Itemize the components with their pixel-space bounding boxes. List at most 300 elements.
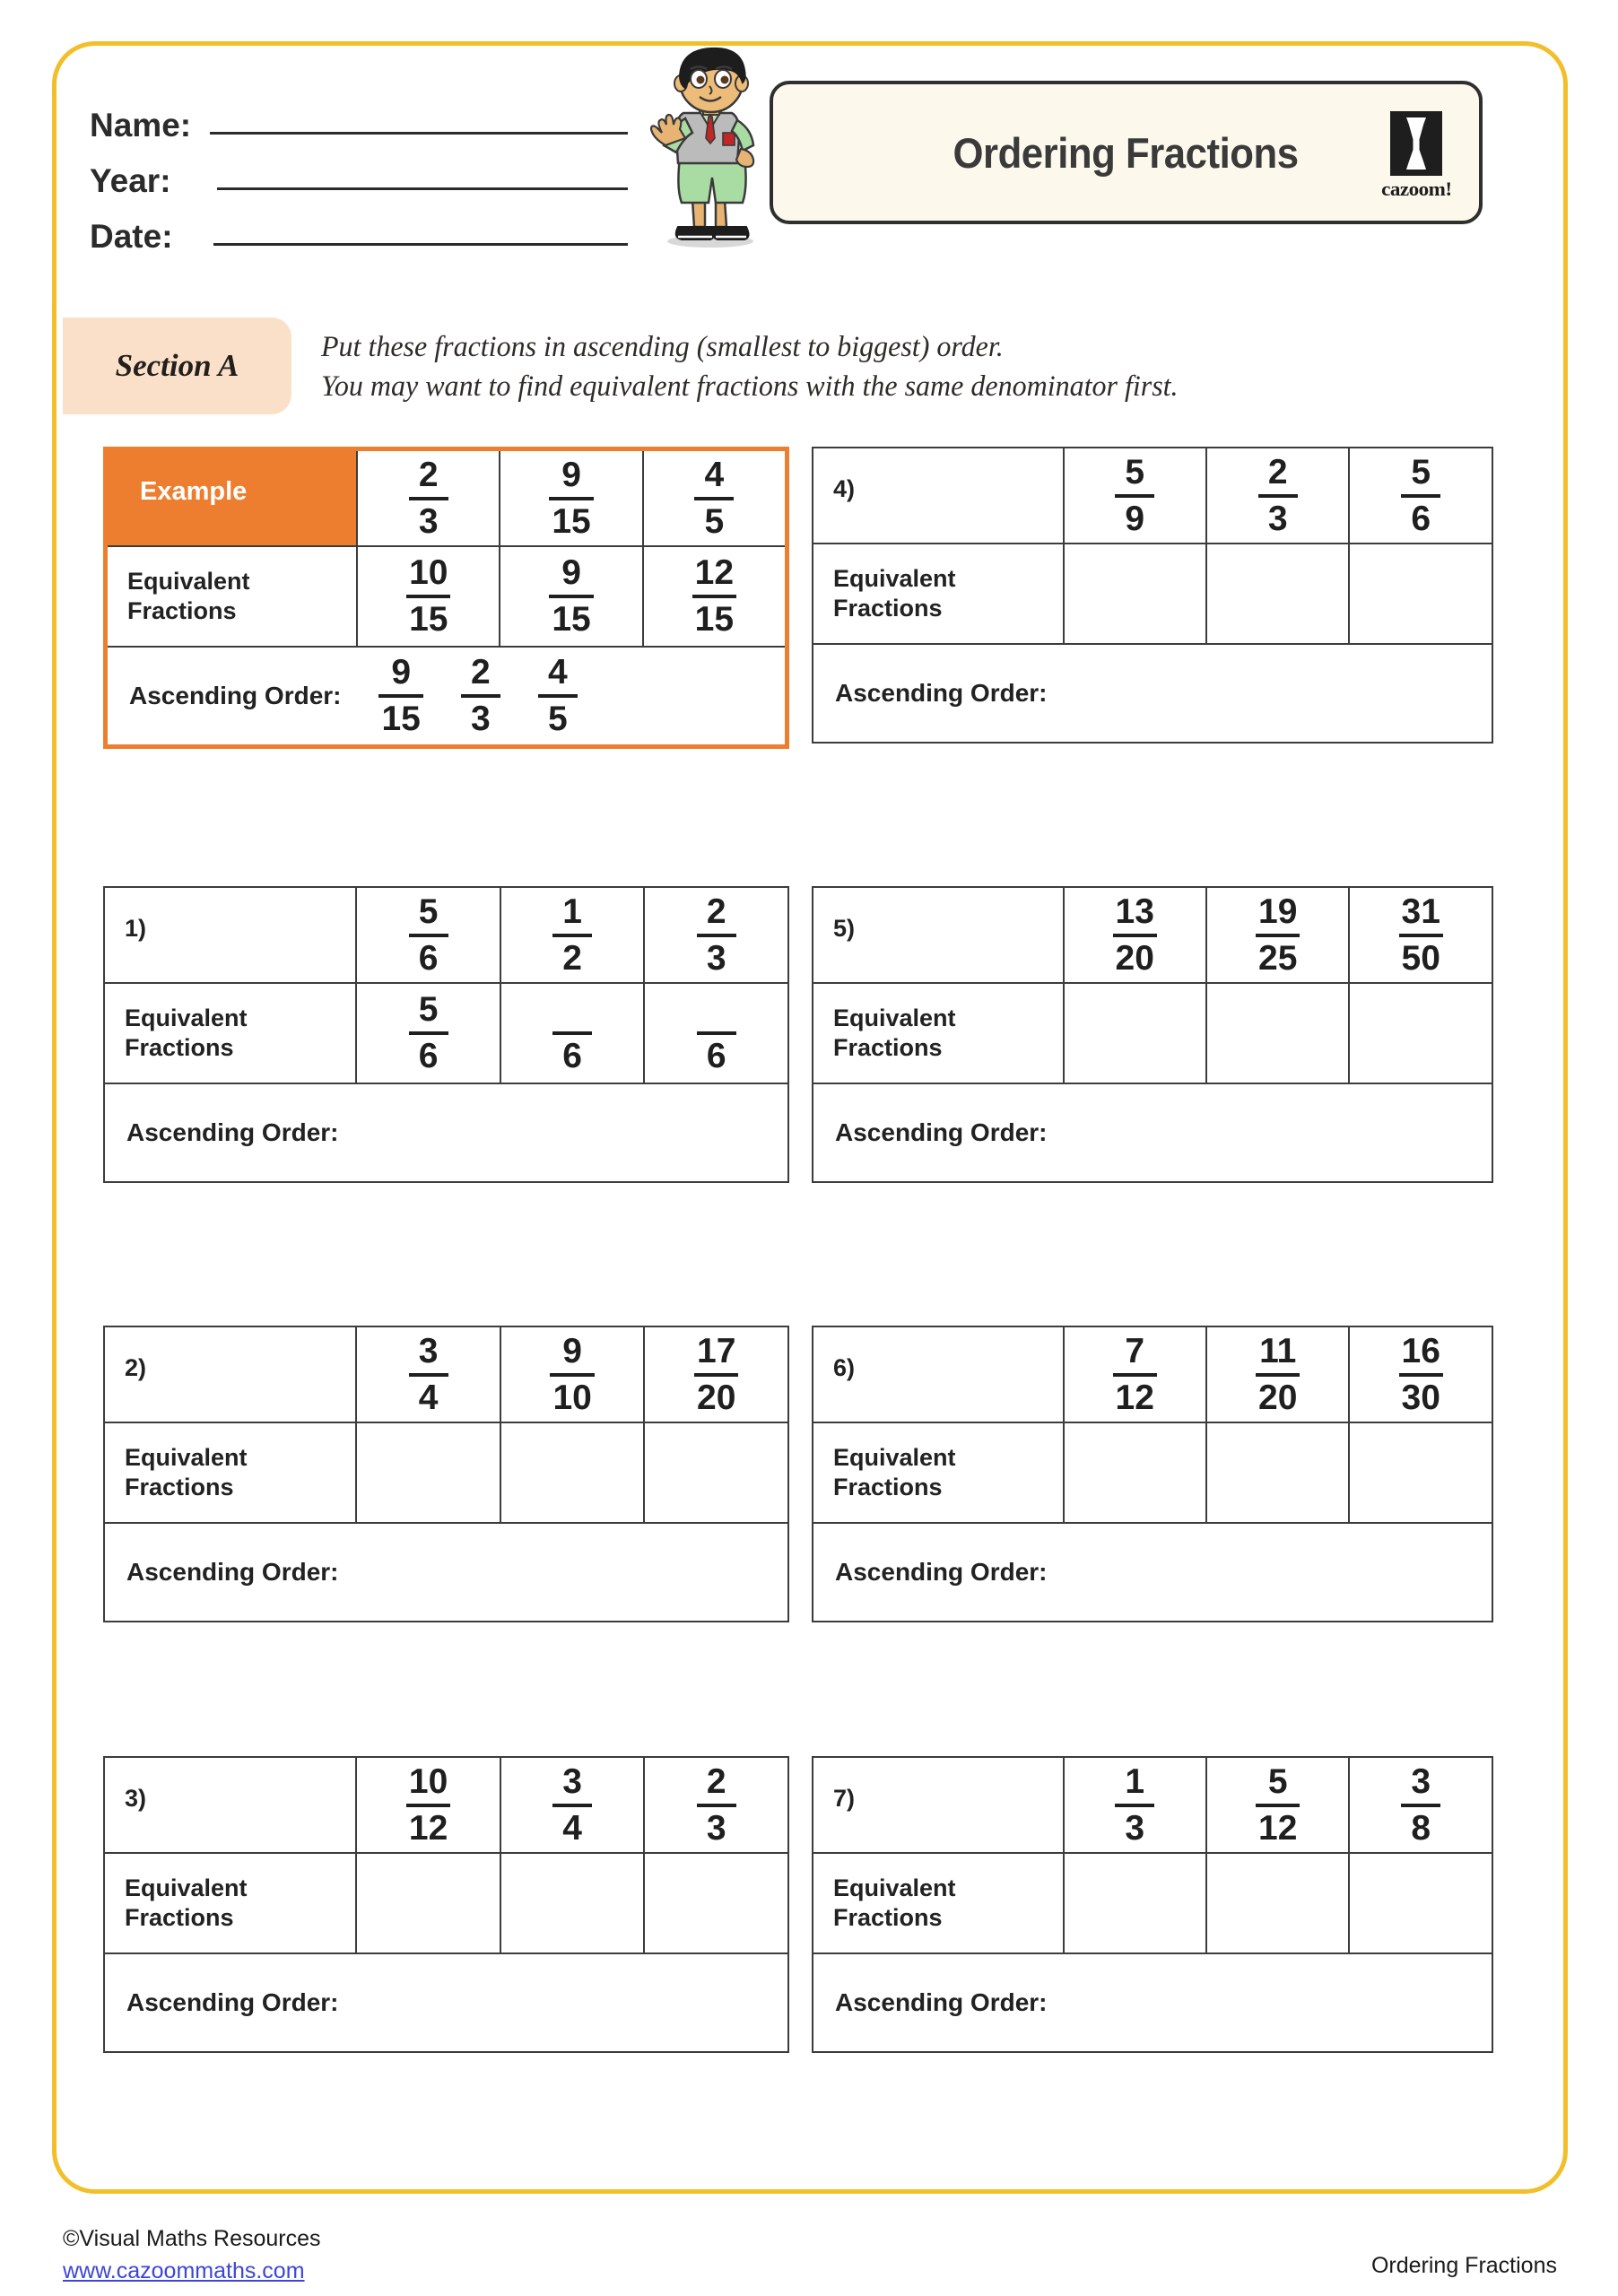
given-fraction-cell <box>644 887 788 983</box>
fraction-bar <box>1113 1373 1157 1377</box>
ascending-order-row <box>104 1953 788 2052</box>
fraction <box>501 888 644 982</box>
fraction <box>357 1758 500 1852</box>
question-table <box>812 447 1493 744</box>
equivalent-line-1: Equivalent <box>833 1004 956 1032</box>
ascending-order-row <box>813 1523 1492 1622</box>
equivalent-line-2: Fractions <box>833 1034 943 1061</box>
ascending-order-content <box>813 1118 1492 1147</box>
question-number-cell <box>813 887 1064 983</box>
fraction <box>644 547 785 646</box>
ascending-order-cell[interactable] <box>104 1083 788 1182</box>
question-table <box>812 886 1493 1183</box>
fraction <box>500 547 641 646</box>
equivalent-line-2: Fractions <box>125 1474 234 1500</box>
question-fraction-row <box>104 887 788 983</box>
fraction <box>1065 888 1205 982</box>
question-number-cell <box>104 887 356 983</box>
fraction-denominator: 12 <box>1115 1378 1154 1417</box>
equivalent-fraction-answer-cell[interactable] <box>1349 1422 1492 1523</box>
fraction-denominator: 50 <box>1401 938 1440 978</box>
date-label: Date: <box>90 218 173 255</box>
fraction-numerator: 3 <box>418 1331 439 1370</box>
fraction <box>357 888 500 982</box>
equivalent-fraction-answer-cell[interactable] <box>500 1853 645 1953</box>
fraction-numerator: 10 <box>409 553 448 592</box>
fraction-denominator: 3 <box>1125 1808 1145 1848</box>
fraction-denominator: 8 <box>1411 1808 1431 1848</box>
equivalent-fraction-answer-cell[interactable] <box>1064 1422 1206 1523</box>
equivalent-fraction-row <box>813 983 1492 1083</box>
equivalent-fraction-answer-cell[interactable] <box>1349 544 1492 644</box>
equivalent-fractions-label <box>108 567 356 626</box>
fraction-bar <box>697 934 736 937</box>
ascending-answer-fraction <box>461 654 500 738</box>
fraction <box>1207 1327 1348 1422</box>
ascending-order-label: Ascending Order: <box>126 1988 339 2016</box>
question-number-cell <box>813 448 1064 544</box>
fraction-numerator: 3 <box>562 1761 582 1801</box>
fraction-numerator: 2 <box>706 891 726 931</box>
equivalent-line-1: Equivalent <box>833 1444 956 1472</box>
equivalent-fractions-label-cell <box>104 983 356 1083</box>
question-fraction-row <box>813 1757 1492 1853</box>
ascending-order-row <box>104 1523 788 1622</box>
fraction-bar <box>1256 1373 1300 1377</box>
equivalent-line-2: Fractions <box>833 595 943 622</box>
fraction <box>358 451 499 545</box>
given-fraction-cell <box>357 451 500 546</box>
ascending-order-row <box>813 1953 1492 2052</box>
fraction-denominator: 30 <box>1401 1378 1440 1417</box>
ascending-order-label: Ascending Order: <box>126 1558 339 1586</box>
fraction-denominator: 12 <box>408 1808 448 1848</box>
fraction-denominator: 3 <box>471 700 491 738</box>
equivalent-fraction-answer-cell[interactable] <box>1064 983 1206 1083</box>
ascending-order-content <box>105 1988 787 2017</box>
ascending-order-content <box>105 1118 787 1147</box>
fraction-bar <box>1256 934 1300 937</box>
fraction-bar <box>697 1804 736 1807</box>
equivalent-line-2: Fractions <box>833 1474 943 1500</box>
fraction-bar <box>1401 494 1440 498</box>
fraction-bar <box>406 1804 450 1807</box>
ascending-order-label: Ascending Order: <box>835 1558 1048 1586</box>
logo-wordmark: cazoom! <box>1380 178 1452 200</box>
equivalent-fraction-answer-cell[interactable] <box>1349 983 1492 1083</box>
fraction-bar <box>378 694 422 698</box>
fraction-numerator: 1 <box>1125 1761 1145 1801</box>
fraction-numerator: 2 <box>1267 452 1288 491</box>
question-table <box>812 1756 1493 2053</box>
question-box-q6 <box>812 1326 1493 1622</box>
fraction-numerator: 5 <box>1411 452 1431 491</box>
fraction-numerator: 5 <box>1125 452 1145 491</box>
footer-left <box>63 2222 321 2288</box>
fraction <box>378 654 422 738</box>
question-number-cell <box>104 1757 356 1853</box>
fraction-numerator: 12 <box>694 553 735 592</box>
question-number-label: 6) <box>833 1354 856 1381</box>
given-fraction-cell <box>500 451 642 546</box>
name-label: Name: <box>90 107 192 144</box>
fraction-bar <box>552 934 592 937</box>
fraction <box>1065 1758 1205 1852</box>
given-fraction-cell <box>1206 1326 1349 1422</box>
equivalent-line-1: Equivalent <box>125 1004 248 1032</box>
fraction-numerator: 16 <box>1401 1331 1440 1370</box>
given-fraction-cell <box>643 451 785 546</box>
fraction-bar <box>549 595 593 598</box>
fraction-bar <box>1256 1804 1300 1807</box>
ascending-order-cell[interactable] <box>813 1523 1492 1622</box>
question-number-label: 4) <box>833 475 856 502</box>
fraction-numerator: 31 <box>1401 891 1440 931</box>
question-table <box>108 451 785 744</box>
equivalent-fraction-answer-cell[interactable] <box>356 1422 500 1523</box>
fraction-numerator: 2 <box>418 455 439 494</box>
fraction-denominator: 6 <box>418 938 439 978</box>
year-label: Year: <box>90 162 171 199</box>
given-fraction-cell <box>1349 1326 1492 1422</box>
ascending-order-content <box>813 1988 1492 2017</box>
fraction-bar <box>406 595 450 598</box>
fraction-bar <box>461 694 500 698</box>
fraction-bar <box>409 1373 448 1377</box>
fraction-denominator: 4 <box>418 1378 439 1417</box>
fraction-bar <box>409 934 448 937</box>
equivalent-fractions-label <box>105 1874 355 1933</box>
fraction-numerator: 5 <box>418 990 439 1029</box>
question-number-label: 1) <box>125 915 147 942</box>
ascending-order-row <box>104 1083 788 1182</box>
fraction <box>501 1327 644 1422</box>
equivalent-line-1: Equivalent <box>125 1444 248 1472</box>
fraction-denominator: 9 <box>1125 499 1145 538</box>
equivalent-fraction-row <box>813 1422 1492 1523</box>
ascending-order-row <box>108 647 785 744</box>
fraction-denominator: 15 <box>694 600 735 639</box>
ascending-order-label: Ascending Order: <box>835 1118 1048 1146</box>
question-number-label: Example <box>140 477 248 506</box>
fraction-numerator: 3 <box>1411 1761 1431 1801</box>
fraction-bar <box>1401 1804 1440 1807</box>
fraction-numerator: 5 <box>1267 1761 1288 1801</box>
fraction-bar <box>549 497 593 500</box>
question-fraction-row <box>813 887 1492 983</box>
fraction-denominator: 2 <box>562 938 582 978</box>
given-fraction-cell <box>644 1326 788 1422</box>
fraction-numerator: 9 <box>561 455 581 494</box>
fraction <box>645 1758 787 1852</box>
fraction-bar <box>1399 1373 1443 1377</box>
equivalent-fraction-answer-cell[interactable] <box>644 1853 788 1953</box>
ascending-answer-fraction <box>378 654 422 738</box>
fraction-bar <box>694 1373 738 1377</box>
given-fraction-cell <box>1349 887 1492 983</box>
equivalent-line-1: Equivalent <box>833 1874 956 1902</box>
equivalent-fraction-answer-cell[interactable] <box>1206 544 1349 644</box>
equivalent-line-2: Fractions <box>125 1904 234 1931</box>
instruction-line-1: Put these fractions in ascending (smallest to biggest) order. <box>321 331 1004 363</box>
fraction <box>1350 448 1492 543</box>
fraction <box>1350 888 1492 982</box>
fraction <box>1065 1327 1205 1422</box>
fraction-bar <box>552 1031 592 1035</box>
fraction-numerator: 2 <box>471 653 491 691</box>
equivalent-fraction-answer-cell[interactable] <box>1206 983 1349 1083</box>
fraction-numerator: 19 <box>1258 891 1298 931</box>
question-fraction-row <box>104 1757 788 1853</box>
given-fraction-cell <box>500 887 645 983</box>
fraction <box>538 654 578 738</box>
question-number-label: 7) <box>833 1785 856 1812</box>
fraction-bar <box>692 595 736 598</box>
fraction <box>1065 448 1205 543</box>
fraction-numerator: 9 <box>562 1331 582 1370</box>
ascending-order-content <box>108 654 785 738</box>
fraction-numerator <box>570 991 575 1029</box>
given-fraction-cell <box>644 1757 788 1853</box>
fraction <box>358 547 499 646</box>
instruction-line-2: You may want to find equivalent fractions with the same denominator first. <box>321 370 1179 403</box>
footer-right-title: Ordering Fractions <box>1370 2253 1557 2278</box>
fraction <box>1350 1758 1492 1852</box>
equivalent-fraction-row <box>104 1422 788 1523</box>
question-table <box>103 886 789 1183</box>
equivalent-fractions-label-cell <box>813 1853 1064 1953</box>
question-fraction-row <box>813 1326 1492 1422</box>
fraction-bar <box>538 694 578 698</box>
equivalent-fractions-label-cell <box>813 1422 1064 1523</box>
equivalent-fraction-answer-cell[interactable] <box>1206 1853 1349 1953</box>
equivalent-fractions-label <box>813 1874 1063 1933</box>
question-table <box>812 1326 1493 1622</box>
fraction-bar <box>1113 934 1157 937</box>
given-fraction-cell <box>1206 1757 1349 1853</box>
equivalent-line-1: Equivalent <box>127 568 250 596</box>
equivalent-fractions-label-cell <box>104 1422 356 1523</box>
fraction-numerator <box>714 991 719 1029</box>
fraction <box>357 1327 500 1422</box>
ascending-order-content <box>813 679 1492 708</box>
fraction-numerator: 7 <box>1125 1331 1145 1370</box>
equivalent-fraction-answer-cell[interactable] <box>500 1422 645 1523</box>
equivalent-fraction-answer-cell[interactable] <box>356 1853 500 1953</box>
fraction-denominator: 3 <box>418 501 439 541</box>
ascending-order-cell[interactable] <box>104 1953 788 2052</box>
copyright-text: ©Visual Maths Resources <box>63 2226 321 2251</box>
equivalent-fraction-answer-cell[interactable] <box>356 983 500 1083</box>
equivalent-fraction-answer-cell[interactable] <box>1206 1422 1349 1523</box>
equivalent-fractions-label-cell <box>813 983 1064 1083</box>
given-fraction-cell <box>356 1326 500 1422</box>
equivalent-fraction-answer-cell[interactable] <box>643 546 785 647</box>
question-box-q2 <box>103 1326 789 1622</box>
question-table <box>103 1756 789 2053</box>
ascending-order-label: Ascending Order: <box>835 679 1048 707</box>
fraction-bar <box>694 497 734 500</box>
fraction-bar <box>1399 934 1443 937</box>
fraction-denominator: 15 <box>552 600 591 639</box>
question-table <box>103 1326 789 1622</box>
fraction-denominator: 15 <box>552 501 591 541</box>
question-number-label: 2) <box>125 1354 147 1381</box>
fraction-numerator: 13 <box>1115 891 1154 931</box>
equivalent-line-2: Fractions <box>833 1904 943 1931</box>
fraction-denominator: 25 <box>1258 938 1298 978</box>
equivalent-line-1: Equivalent <box>833 565 956 593</box>
fraction <box>645 888 787 982</box>
fraction-bar <box>552 1804 592 1807</box>
ascending-order-cell[interactable] <box>813 644 1492 743</box>
question-number-label: 5) <box>833 915 856 942</box>
question-number-cell <box>813 1757 1064 1853</box>
fraction <box>644 451 785 545</box>
fraction-denominator: 6 <box>418 1037 439 1075</box>
equivalent-fraction-answer-cell[interactable] <box>644 1422 788 1523</box>
equivalent-fractions-label-cell <box>104 1853 356 1953</box>
ascending-order-content <box>813 1558 1492 1587</box>
fraction-bar <box>1115 1804 1154 1807</box>
equivalent-fraction-row <box>108 546 785 647</box>
question-number-cell <box>108 451 357 546</box>
fraction <box>1207 888 1348 982</box>
fraction-numerator: 17 <box>697 1331 736 1370</box>
fraction <box>501 984 644 1083</box>
question-fraction-row <box>108 451 785 546</box>
equivalent-fraction-answer-cell[interactable] <box>500 546 642 647</box>
fraction-bar <box>697 1031 736 1035</box>
equivalent-fraction-row <box>813 1853 1492 1953</box>
fraction-denominator: 20 <box>1115 938 1154 978</box>
given-fraction-cell <box>1206 448 1349 544</box>
question-box-q4 <box>812 447 1493 744</box>
fraction-denominator: 3 <box>706 938 726 978</box>
given-fraction-cell <box>1064 448 1206 544</box>
equivalent-fractions-label <box>813 564 1063 623</box>
question-box-q5 <box>812 886 1493 1183</box>
equivalent-fraction-answer-cell[interactable] <box>357 546 500 647</box>
fraction-bar <box>1115 494 1154 498</box>
ascending-order-row <box>813 644 1492 743</box>
ascending-order-content <box>105 1558 787 1587</box>
fraction <box>1207 448 1348 543</box>
equivalent-fraction-row <box>104 983 788 1083</box>
fraction <box>1350 1327 1492 1422</box>
ascending-order-cell[interactable] <box>813 1953 1492 2052</box>
fraction-numerator: 5 <box>418 891 439 931</box>
question-fraction-row <box>813 448 1492 544</box>
given-fraction-cell <box>1349 1757 1492 1853</box>
equivalent-fraction-row <box>813 544 1492 644</box>
fraction-denominator: 3 <box>1267 499 1288 538</box>
equivalent-fraction-answer-cell[interactable] <box>500 983 645 1083</box>
equivalent-fractions-label <box>813 1004 1063 1063</box>
fraction-numerator: 9 <box>561 553 581 592</box>
equivalent-fractions-label-cell <box>108 546 357 647</box>
given-fraction-cell <box>1206 887 1349 983</box>
fraction-numerator: 9 <box>391 653 412 691</box>
fraction-denominator: 5 <box>704 501 725 541</box>
question-box-q1 <box>103 886 789 1183</box>
fraction <box>645 984 787 1083</box>
given-fraction-cell <box>1064 1326 1206 1422</box>
question-box-q3 <box>103 1756 789 2053</box>
fraction <box>1207 1758 1348 1852</box>
fraction-numerator: 11 <box>1259 1331 1297 1370</box>
fraction-denominator: 20 <box>1258 1378 1298 1417</box>
ascending-order-cell[interactable] <box>813 1083 1492 1182</box>
fraction-numerator: 1 <box>562 891 582 931</box>
fraction-bar <box>409 497 448 500</box>
fraction-bar <box>409 1031 448 1035</box>
fraction-bar <box>550 1373 594 1377</box>
ascending-order-row <box>813 1083 1492 1182</box>
question-number-label: 3) <box>125 1785 147 1812</box>
question-box-example <box>103 447 789 749</box>
fraction-denominator: 3 <box>706 1808 726 1848</box>
equivalent-fraction-answer-cell[interactable] <box>1349 1853 1492 1953</box>
fraction-denominator: 12 <box>1258 1808 1298 1848</box>
fraction-denominator: 4 <box>562 1808 582 1848</box>
fraction-bar <box>1258 494 1298 498</box>
equivalent-line-1: Equivalent <box>125 1874 248 1902</box>
fraction <box>357 984 500 1083</box>
equivalent-fractions-label <box>105 1004 355 1063</box>
given-fraction-cell <box>1349 448 1492 544</box>
fraction-numerator: 2 <box>706 1761 726 1801</box>
fraction <box>461 654 500 738</box>
given-fraction-cell <box>356 887 500 983</box>
fraction <box>645 1327 787 1422</box>
equivalent-fractions-label-cell <box>813 544 1064 644</box>
ascending-order-cell[interactable] <box>108 647 785 744</box>
fraction-denominator: 6 <box>706 1037 726 1075</box>
fraction-numerator: 10 <box>408 1761 448 1801</box>
ascending-order-label: Ascending Order: <box>835 1988 1048 2016</box>
equivalent-line-2: Fractions <box>127 597 237 624</box>
equivalent-fraction-row <box>104 1853 788 1953</box>
equivalent-fraction-answer-cell[interactable] <box>644 983 788 1083</box>
fraction <box>500 451 641 545</box>
website-link[interactable]: www.cazoommaths.com <box>63 2258 305 2284</box>
equivalent-fraction-answer-cell[interactable] <box>1064 544 1206 644</box>
equivalent-fractions-label <box>813 1443 1063 1502</box>
equivalent-fractions-label <box>105 1443 355 1502</box>
ascending-order-label: Ascending Order: <box>126 1118 339 1146</box>
given-fraction-cell <box>500 1757 645 1853</box>
fraction-numerator: 4 <box>704 455 725 494</box>
given-fraction-cell <box>500 1326 645 1422</box>
fraction-denominator: 10 <box>552 1378 592 1417</box>
question-box-q7 <box>812 1756 1493 2053</box>
ascending-answer-fraction <box>538 654 578 738</box>
ascending-order-label: Ascending Order: <box>129 682 342 709</box>
given-fraction-cell <box>1064 1757 1206 1853</box>
fraction <box>501 1758 644 1852</box>
question-number-cell <box>104 1326 356 1422</box>
fraction-denominator: 6 <box>1411 499 1431 538</box>
ascending-order-cell[interactable] <box>104 1523 788 1622</box>
fraction-denominator: 5 <box>548 700 568 738</box>
given-fraction-cell <box>1064 887 1206 983</box>
equivalent-line-2: Fractions <box>125 1034 234 1061</box>
page-title: Ordering Fractions <box>953 128 1300 177</box>
fraction-denominator: 20 <box>697 1378 736 1417</box>
equivalent-fraction-answer-cell[interactable] <box>1064 1853 1206 1953</box>
question-fraction-row <box>104 1326 788 1422</box>
